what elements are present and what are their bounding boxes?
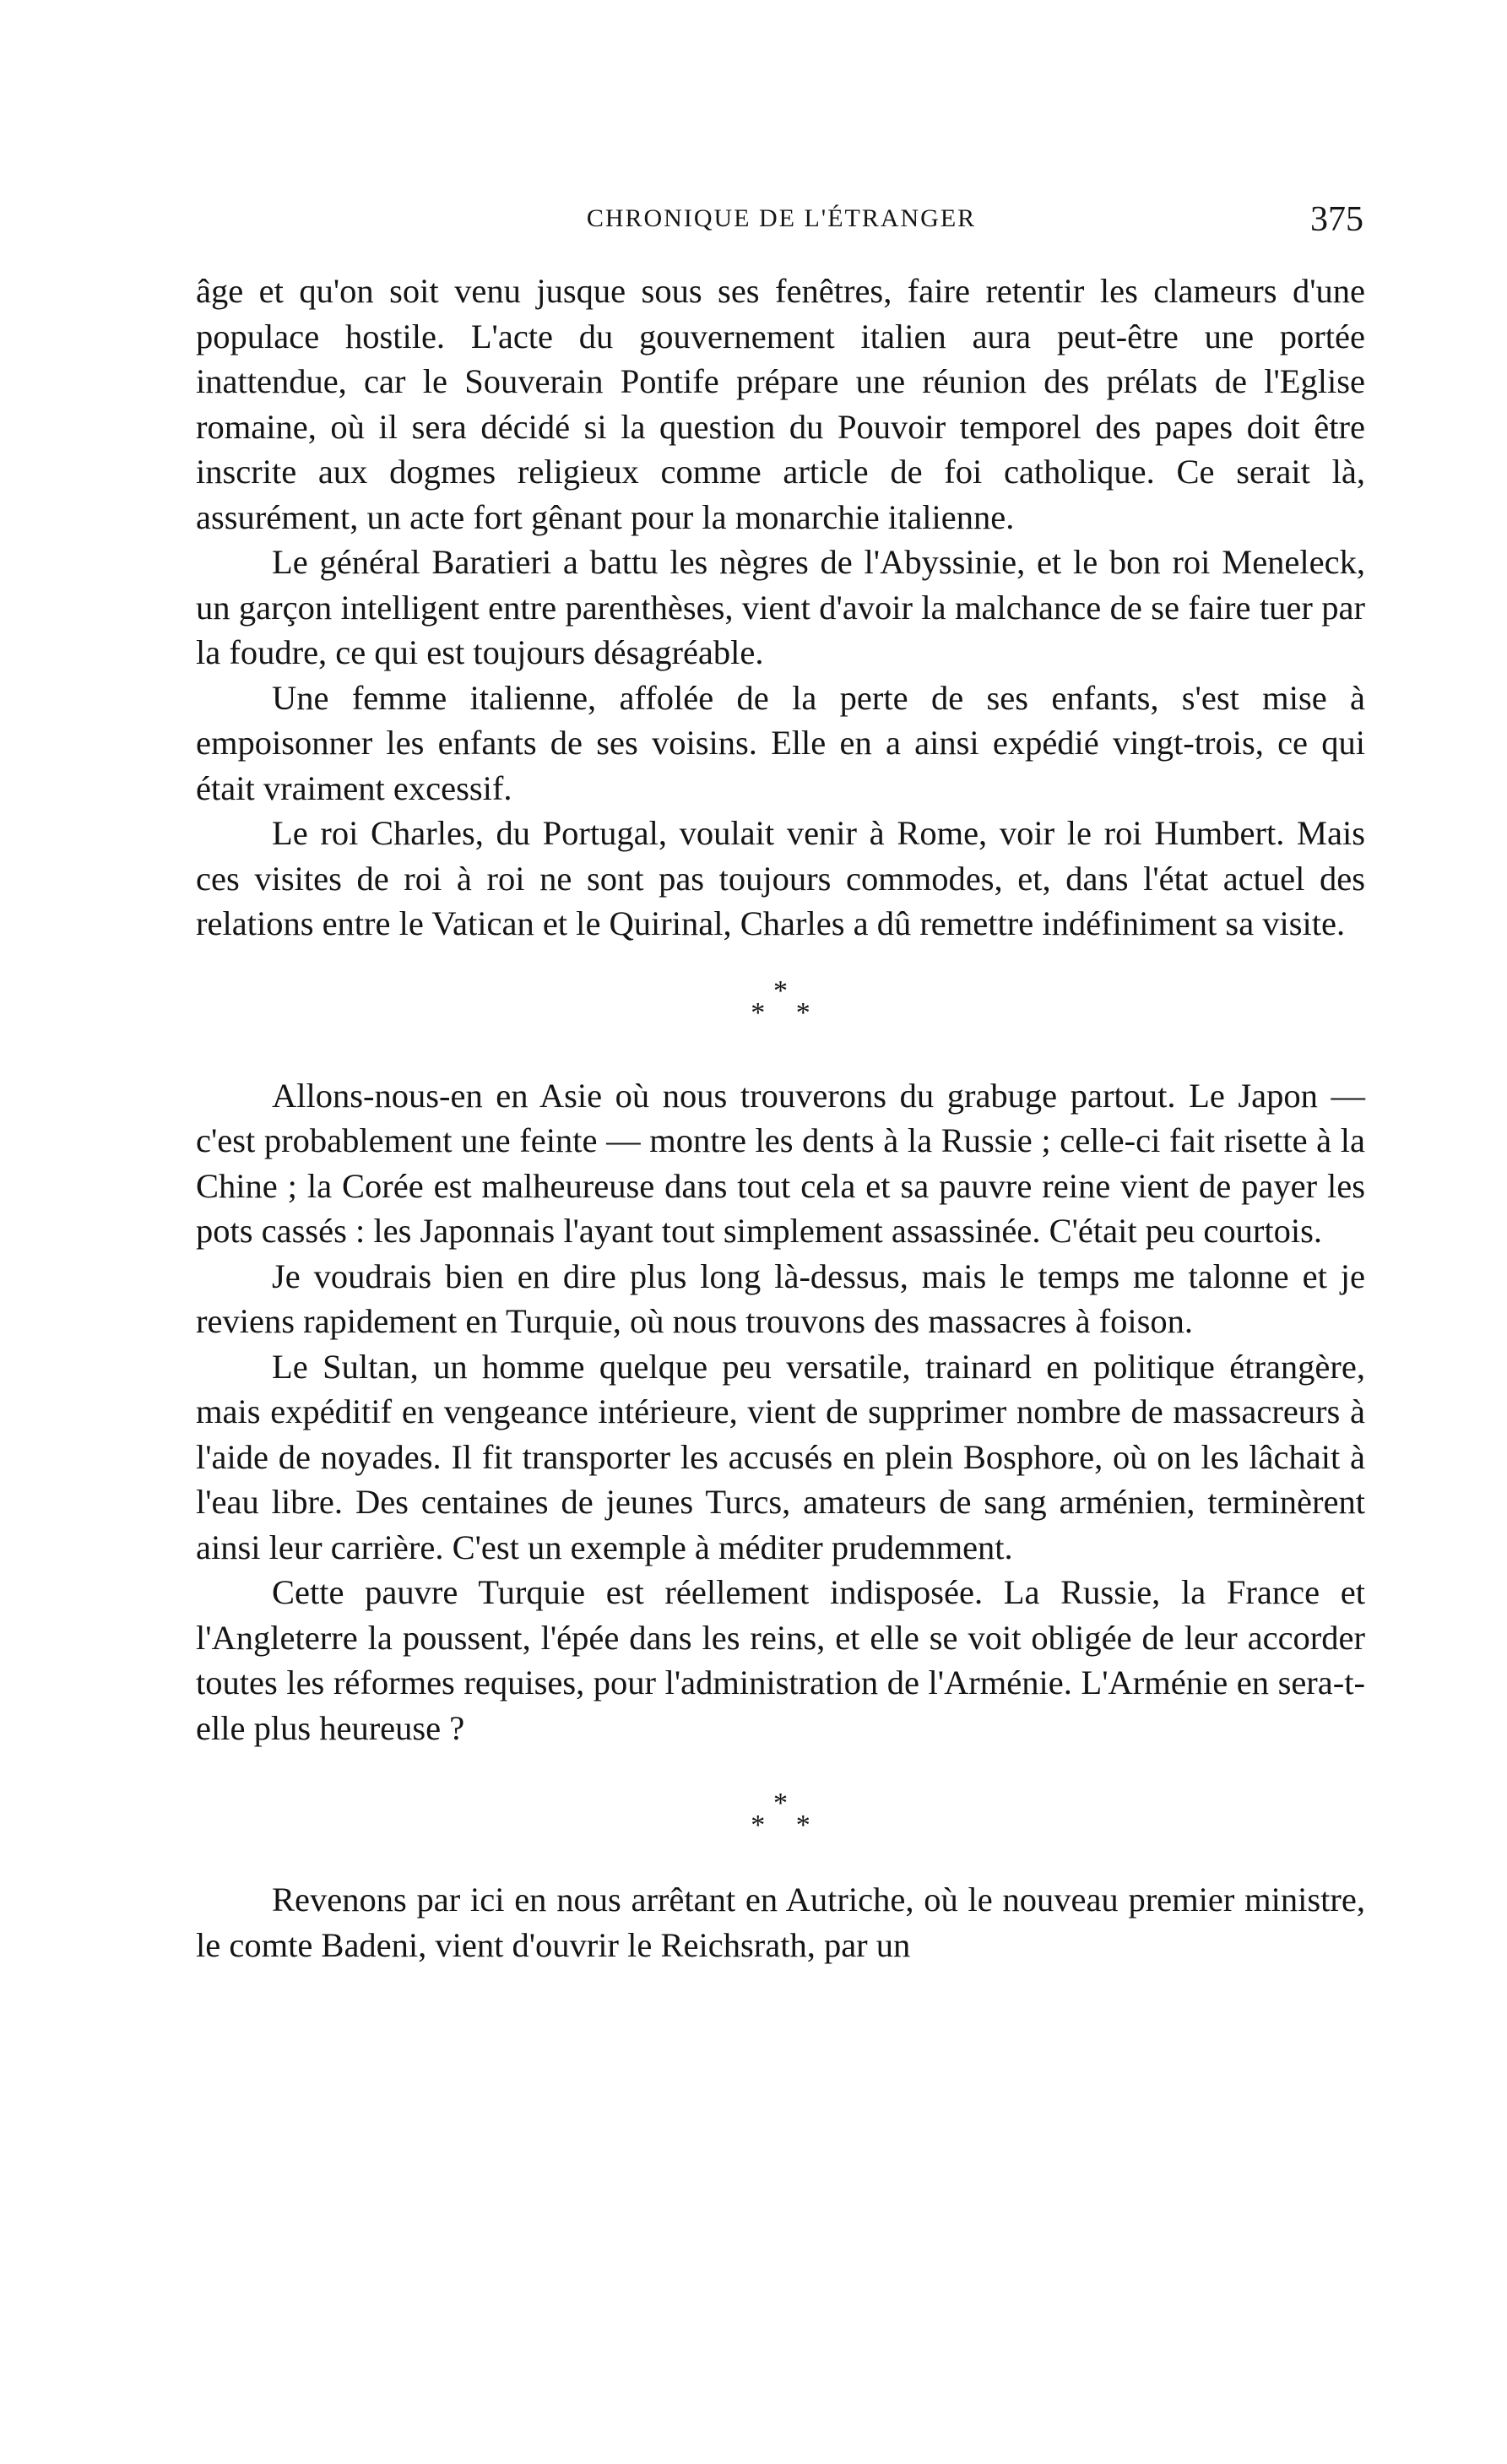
paragraph-sultan: Le Sultan, un homme quelque peu versatile, trainard en politique étrangère, mais expéditif en vengeance intérieure, vient de supprimer nombre de massacreurs à l'aide de noyades. Il fit transporter les accusés en plein Bosphore, où on les lâchait à l'eau libre. Des centaines de jeunes Turcs, amateurs de sang arménien, terminèrent ainsi leur carrière. C'est un exemple à méditer prudemment.	[196, 1347, 1365, 1566]
paragraph-turquie: Je voudrais bien en dire plus long là-dessus, mais le temps me talonne et je reviens rapidement en Turquie, où nous trouvons des massacres à foison.	[196, 1256, 1365, 1340]
paragraph-roi-charles: Le roi Charles, du Portugal, voulait venir à Rome, voir le roi Humbert. Mais ces visites de roi à roi ne sont pas toujours commodes, et, dans l'état actuel des relations entre le Vatican et le Quirinal, Charles a dû remettre indéfiniment sa visite.	[196, 814, 1365, 942]
running-head: CHRONIQUE DE L'ÉTRANGER	[586, 204, 977, 232]
body-text	[196, 269, 1365, 1967]
asterism-top-star: *	[773, 1788, 788, 1819]
paragraph-femme-italienne: Une femme italienne, affolée de la perte de ses enfants, s'est mise à empoisonner les enfants de ses voisins. Elle en a ainsi expédié vingt-trois, ce qui était vraiment excessif.	[196, 678, 1365, 807]
section-break-asterism-2	[196, 1750, 1365, 1877]
page-number: 375	[1310, 200, 1363, 239]
asterism-top-star: *	[773, 974, 788, 1007]
asterism-bottom-stars: * *	[751, 996, 822, 1028]
paragraph-autriche: Revenons par ici en nous arrêtant en Autriche, où le nouveau premier ministre, le comte Badeni, vient d'ouvrir le Reichsrath, par un	[196, 1881, 1365, 1964]
asterism-bottom-stars: * *	[751, 1810, 822, 1841]
section-break-asterism	[196, 947, 1365, 1073]
paragraph-armenie: Cette pauvre Turquie est réellement indisposée. La Russie, la France et l'Angleterre la poussent, l'épée dans les reins, et elle se voit obligée de leur accorder toutes les réformes requises, pour l'administration de l'Arménie. L'Arménie en sera-t-elle plus heureuse ?	[196, 1573, 1365, 1747]
paragraph-baratieri: Le général Baratieri a battu les nègres de l'Abyssinie, et le bon roi Meneleck, un garçon intelligent entre parenthèses, vient d'avoir la malchance de se faire tuer par la foudre, ce qui est toujours désagréable.	[196, 543, 1365, 671]
paragraph-asie: Allons-nous-en en Asie où nous trouverons du grabuge partout. Le Japon — c'est probablement une feinte — montre les dents à la Russie ; celle-ci fait risette à la Chine ; la Corée est malheureuse dans tout cela et sa pauvre reine vient de payer les pots cassés : les Japonnais l'ayant tout simplement assassinée. C'était peu courtois.	[196, 1076, 1365, 1250]
paragraph-continuation: âge et qu'on soit venu jusque sous ses fenêtres, faire retentir les clameurs d'une populace hostile. L'acte du gouvernement italien aura peut-être une portée inattendue, car le Souverain Pontife prépare une réunion des prélats de l'Eglise romaine, où il sera décidé si la question du Pouvoir temporel des papes doit être inscrite aux dogmes religieux comme article de foi catholique. Ce serait là, assurément, un acte fort gênant pour la monarchie italienne.	[196, 272, 1365, 536]
page-header	[199, 199, 1363, 250]
